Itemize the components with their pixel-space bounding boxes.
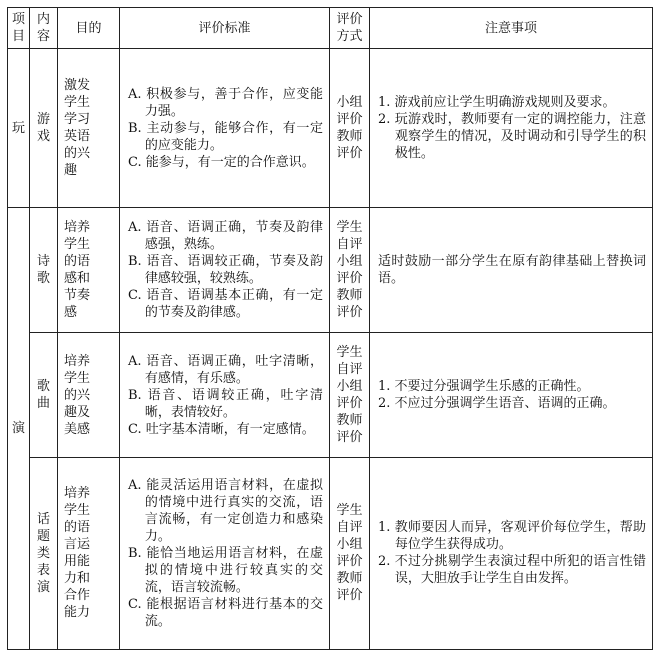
- note-line: 1. 游戏前应让学生明确游戏规则及要求。: [378, 95, 616, 111]
- note-line: 2. 不过分挑剔学生表演过程中所犯的语言性错误，大胆放手让学生自由发挥。: [378, 554, 646, 587]
- goal-cell: 培养学生的语感和节奏感: [58, 208, 120, 333]
- criteria-cell: [120, 49, 330, 208]
- notes-cell: [370, 457, 653, 649]
- content-cell: 诗歌: [30, 208, 58, 333]
- content-cell: 游戏: [30, 49, 58, 208]
- evaluation-table: [7, 7, 653, 650]
- project-cell-perform: 演: [8, 208, 30, 650]
- notes-cell: [370, 208, 653, 333]
- method-cell: 小组评价教师评价: [330, 49, 370, 208]
- note-line: 1. 教师要因人而异，客观评价每位学生，帮助每位学生获得成功。: [378, 520, 646, 553]
- project-cell-play: 玩: [8, 49, 30, 208]
- criteria-line: C. 吐字基本清晰，有一定感情。: [128, 421, 315, 437]
- notes-cell: [370, 49, 653, 208]
- content-cell: 歌曲: [30, 333, 58, 457]
- note-line: 2. 玩游戏时，教师要有一定的调控能力，注意观察学生的情况，及时调动和引导学生的积极性。: [378, 112, 646, 162]
- criteria-line: B. 主动参与，能够合作，有一定的应变能力。: [128, 120, 323, 153]
- header-notes: 注意事项: [370, 8, 653, 49]
- goal-cell: 培养学生的兴趣及美感: [58, 333, 120, 457]
- criteria-cell: [120, 208, 330, 333]
- notes-cell: [370, 333, 653, 457]
- header-method: 评价方式: [330, 8, 370, 49]
- criteria-line: A. 语音、语调正确，吐字清晰，有感情，有乐感。: [128, 353, 323, 386]
- method-cell: 学生自评小组评价教师评价: [330, 208, 370, 333]
- criteria-line: B. 能恰当地运用语言材料，在虚拟的情境中进行较真实的交流，语言较流畅。: [128, 545, 323, 595]
- method-cell: 学生自评小组评价教师评价: [330, 457, 370, 649]
- note-line: 1. 不要过分强调学生乐感的正确性。: [378, 379, 590, 395]
- table-row: [8, 333, 653, 457]
- content-cell: 话题类表演: [30, 457, 58, 649]
- criteria-line: A. 能灵活运用语言材料，在虚拟的情境中进行真实的交流，语言流畅，有一定创造力和感染力。: [128, 477, 323, 544]
- criteria-line: C. 能参与，有一定的合作意识。: [128, 154, 315, 170]
- criteria-cell: [120, 457, 330, 649]
- table-row: [8, 457, 653, 649]
- criteria-line: A. 语音、语调正确，节奏及韵律感强，熟练。: [128, 220, 323, 253]
- criteria-line: B. 语音、语调较正确，吐字清晰，表情较好。: [128, 387, 323, 420]
- criteria-line: C. 能根据语言材料进行基本的交流。: [128, 596, 323, 629]
- criteria-line: A. 积极参与，善于合作，应变能力强。: [128, 86, 323, 119]
- table-row: [8, 208, 653, 333]
- header-goal: 目的: [58, 8, 120, 49]
- note-line: 适时鼓励一部分学生在原有韵律基础上替换词语。: [378, 254, 646, 287]
- header-project: 项目: [8, 8, 30, 49]
- header-row: [8, 8, 653, 49]
- header-criteria: 评价标准: [120, 8, 330, 49]
- goal-cell: 培养学生的语言运用能力和合作能力: [58, 457, 120, 649]
- goal-cell: 激发学生学习英语的兴趣: [58, 49, 120, 208]
- header-content: 内容: [30, 8, 58, 49]
- criteria-cell: [120, 333, 330, 457]
- criteria-line: B. 语音、语调较正确，节奏及韵律感较强，较熟练。: [128, 254, 323, 287]
- note-line: 2. 不应过分强调学生语音、语调的正确。: [378, 396, 616, 412]
- table-row: [8, 49, 653, 208]
- method-cell: 学生自评小组评价教师评价: [330, 333, 370, 457]
- criteria-line: C. 语音、语调基本正确，有一定的节奏及韵律感。: [128, 288, 323, 321]
